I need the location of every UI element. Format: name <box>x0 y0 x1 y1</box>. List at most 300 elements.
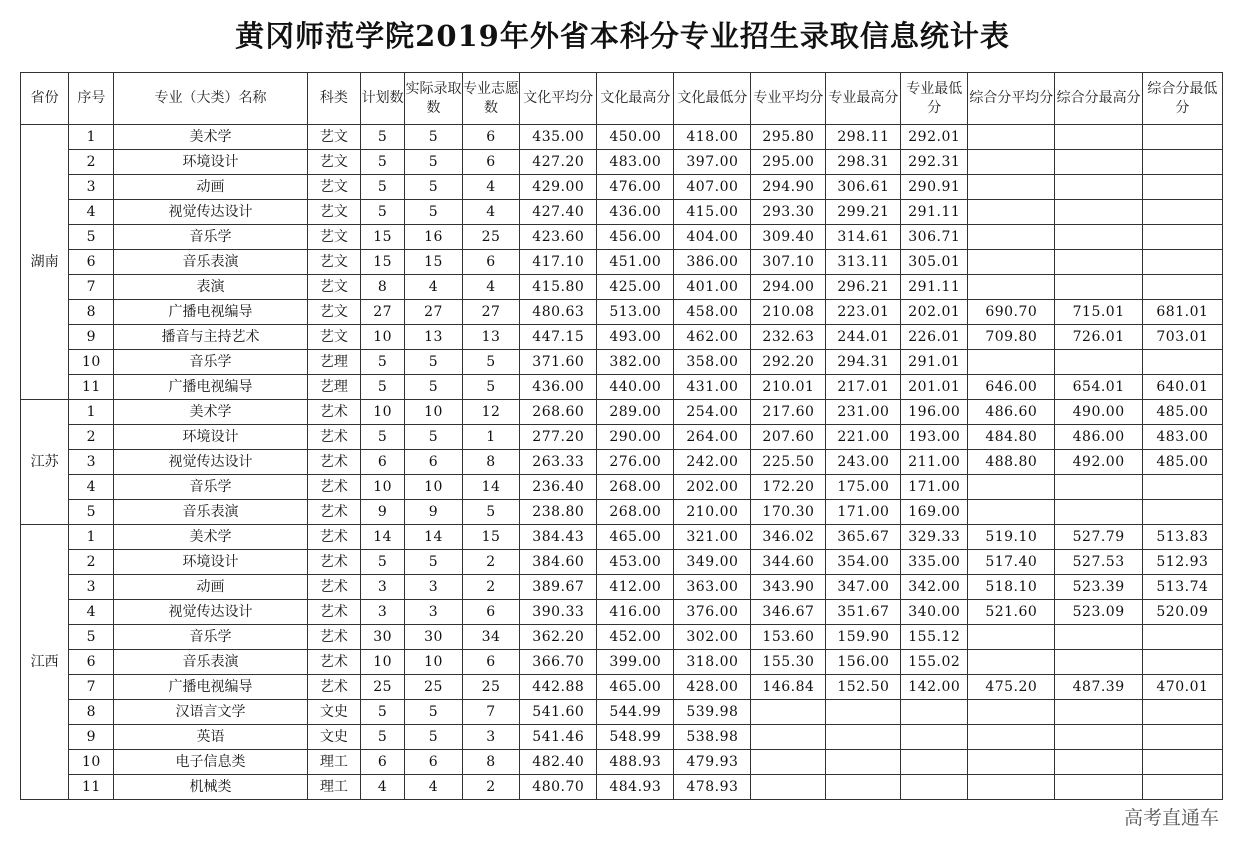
composite-max-cell <box>1055 500 1142 525</box>
culture-max-cell: 268.00 <box>597 475 674 500</box>
applicant-count-cell: 5 <box>462 375 520 400</box>
plan-count-cell: 5 <box>361 125 405 150</box>
applicant-count-cell: 12 <box>462 400 520 425</box>
seq-cell: 8 <box>69 300 114 325</box>
culture-min-cell: 428.00 <box>674 675 751 700</box>
composite-max-cell: 527.79 <box>1055 525 1142 550</box>
composite-min-cell <box>1142 350 1222 375</box>
culture-max-cell: 453.00 <box>597 550 674 575</box>
culture-max-cell: 548.99 <box>597 725 674 750</box>
major-avg-cell: 153.60 <box>751 625 826 650</box>
culture-max-cell: 436.00 <box>597 200 674 225</box>
composite-avg-cell <box>968 625 1055 650</box>
seq-cell: 5 <box>69 500 114 525</box>
category-cell: 艺术 <box>307 650 360 675</box>
culture-min-cell: 539.98 <box>674 700 751 725</box>
major-name-cell: 播音与主持艺术 <box>114 325 307 350</box>
composite-min-cell: 513.74 <box>1142 575 1222 600</box>
table-body <box>21 125 1223 800</box>
major-avg-cell: 346.67 <box>751 600 826 625</box>
table-row <box>21 475 1223 500</box>
composite-max-cell: 726.01 <box>1055 325 1142 350</box>
admitted-count-cell: 3 <box>405 575 463 600</box>
major-min-cell: 342.00 <box>901 575 968 600</box>
applicant-count-cell: 6 <box>462 125 520 150</box>
column-header: 综合分最高分 <box>1055 73 1142 125</box>
culture-max-cell: 276.00 <box>597 450 674 475</box>
major-name-cell: 动画 <box>114 175 307 200</box>
composite-max-cell: 490.00 <box>1055 400 1142 425</box>
culture-min-cell: 302.00 <box>674 625 751 650</box>
major-avg-cell: 232.63 <box>751 325 826 350</box>
major-name-cell: 表演 <box>114 275 307 300</box>
table-row <box>21 575 1223 600</box>
admitted-count-cell: 5 <box>405 200 463 225</box>
seq-cell: 4 <box>69 475 114 500</box>
seq-cell: 11 <box>69 375 114 400</box>
column-header: 专业最低分 <box>901 73 968 125</box>
culture-min-cell: 386.00 <box>674 250 751 275</box>
composite-min-cell <box>1142 750 1222 775</box>
composite-min-cell <box>1142 500 1222 525</box>
culture-max-cell: 456.00 <box>597 225 674 250</box>
composite-max-cell: 487.39 <box>1055 675 1142 700</box>
plan-count-cell: 5 <box>361 375 405 400</box>
composite-avg-cell <box>968 350 1055 375</box>
admitted-count-cell: 10 <box>405 650 463 675</box>
culture-max-cell: 290.00 <box>597 425 674 450</box>
seq-cell: 10 <box>69 750 114 775</box>
culture-avg-cell: 541.60 <box>520 700 597 725</box>
major-name-cell: 美术学 <box>114 125 307 150</box>
category-cell: 文史 <box>307 725 360 750</box>
culture-avg-cell: 362.20 <box>520 625 597 650</box>
category-cell: 艺术 <box>307 500 360 525</box>
composite-avg-cell: 690.70 <box>968 300 1055 325</box>
major-max-cell: 159.90 <box>826 625 901 650</box>
composite-min-cell <box>1142 225 1222 250</box>
header-row <box>21 73 1223 125</box>
admitted-count-cell: 25 <box>405 675 463 700</box>
column-header: 专业（大类）名称 <box>114 73 307 125</box>
major-name-cell: 视觉传达设计 <box>114 200 307 225</box>
major-avg-cell: 292.20 <box>751 350 826 375</box>
category-cell: 艺文 <box>307 250 360 275</box>
composite-avg-cell: 488.80 <box>968 450 1055 475</box>
major-avg-cell: 210.08 <box>751 300 826 325</box>
major-name-cell: 音乐学 <box>114 350 307 375</box>
plan-count-cell: 15 <box>361 225 405 250</box>
major-max-cell: 299.21 <box>826 200 901 225</box>
culture-min-cell: 242.00 <box>674 450 751 475</box>
plan-count-cell: 10 <box>361 325 405 350</box>
culture-min-cell: 478.93 <box>674 775 751 800</box>
admitted-count-cell: 5 <box>405 550 463 575</box>
composite-min-cell: 485.00 <box>1142 400 1222 425</box>
composite-avg-cell: 518.10 <box>968 575 1055 600</box>
culture-avg-cell: 427.20 <box>520 150 597 175</box>
admitted-count-cell: 13 <box>405 325 463 350</box>
major-name-cell: 音乐学 <box>114 225 307 250</box>
major-name-cell: 环境设计 <box>114 550 307 575</box>
major-avg-cell: 346.02 <box>751 525 826 550</box>
culture-min-cell: 358.00 <box>674 350 751 375</box>
plan-count-cell: 5 <box>361 550 405 575</box>
applicant-count-cell: 6 <box>462 150 520 175</box>
major-min-cell: 142.00 <box>901 675 968 700</box>
plan-count-cell: 6 <box>361 450 405 475</box>
seq-cell: 5 <box>69 225 114 250</box>
plan-count-cell: 5 <box>361 725 405 750</box>
category-cell: 艺术 <box>307 425 360 450</box>
culture-avg-cell: 423.60 <box>520 225 597 250</box>
table-row <box>21 425 1223 450</box>
major-min-cell: 155.12 <box>901 625 968 650</box>
culture-min-cell: 210.00 <box>674 500 751 525</box>
table-row <box>21 500 1223 525</box>
major-min-cell <box>901 725 968 750</box>
composite-min-cell <box>1142 650 1222 675</box>
composite-min-cell: 703.01 <box>1142 325 1222 350</box>
composite-avg-cell: 486.60 <box>968 400 1055 425</box>
category-cell: 艺术 <box>307 475 360 500</box>
composite-max-cell <box>1055 275 1142 300</box>
admitted-count-cell: 5 <box>405 150 463 175</box>
applicant-count-cell: 2 <box>462 775 520 800</box>
major-max-cell: 354.00 <box>826 550 901 575</box>
major-min-cell: 201.01 <box>901 375 968 400</box>
applicant-count-cell: 14 <box>462 475 520 500</box>
composite-max-cell <box>1055 725 1142 750</box>
major-avg-cell: 295.00 <box>751 150 826 175</box>
culture-max-cell: 412.00 <box>597 575 674 600</box>
table-row <box>21 725 1223 750</box>
major-max-cell: 296.21 <box>826 275 901 300</box>
composite-avg-cell: 475.20 <box>968 675 1055 700</box>
composite-max-cell <box>1055 175 1142 200</box>
major-name-cell: 机械类 <box>114 775 307 800</box>
major-max-cell: 351.67 <box>826 600 901 625</box>
admitted-count-cell: 5 <box>405 175 463 200</box>
culture-max-cell: 399.00 <box>597 650 674 675</box>
culture-min-cell: 376.00 <box>674 600 751 625</box>
major-avg-cell: 295.80 <box>751 125 826 150</box>
composite-avg-cell <box>968 200 1055 225</box>
culture-avg-cell: 384.43 <box>520 525 597 550</box>
composite-min-cell: 512.93 <box>1142 550 1222 575</box>
table-row <box>21 675 1223 700</box>
column-header: 综合分最低分 <box>1142 73 1222 125</box>
culture-min-cell: 264.00 <box>674 425 751 450</box>
plan-count-cell: 5 <box>361 200 405 225</box>
admitted-count-cell: 3 <box>405 600 463 625</box>
culture-min-cell: 418.00 <box>674 125 751 150</box>
composite-avg-cell <box>968 650 1055 675</box>
major-avg-cell: 210.01 <box>751 375 826 400</box>
composite-min-cell: 483.00 <box>1142 425 1222 450</box>
category-cell: 艺术 <box>307 600 360 625</box>
table-row <box>21 600 1223 625</box>
culture-max-cell: 440.00 <box>597 375 674 400</box>
culture-max-cell: 289.00 <box>597 400 674 425</box>
admitted-count-cell: 10 <box>405 475 463 500</box>
composite-min-cell <box>1142 625 1222 650</box>
composite-avg-cell: 709.80 <box>968 325 1055 350</box>
seq-cell: 7 <box>69 275 114 300</box>
table-row <box>21 375 1223 400</box>
culture-min-cell: 254.00 <box>674 400 751 425</box>
admitted-count-cell: 14 <box>405 525 463 550</box>
culture-max-cell: 484.93 <box>597 775 674 800</box>
culture-max-cell: 452.00 <box>597 625 674 650</box>
applicant-count-cell: 3 <box>462 725 520 750</box>
major-min-cell: 291.01 <box>901 350 968 375</box>
culture-avg-cell: 236.40 <box>520 475 597 500</box>
table-row <box>21 400 1223 425</box>
plan-count-cell: 5 <box>361 350 405 375</box>
culture-avg-cell: 277.20 <box>520 425 597 450</box>
culture-avg-cell: 417.10 <box>520 250 597 275</box>
plan-count-cell: 8 <box>361 275 405 300</box>
applicant-count-cell: 1 <box>462 425 520 450</box>
admitted-count-cell: 5 <box>405 125 463 150</box>
seq-cell: 4 <box>69 600 114 625</box>
major-max-cell: 294.31 <box>826 350 901 375</box>
culture-min-cell: 349.00 <box>674 550 751 575</box>
category-cell: 理工 <box>307 750 360 775</box>
major-min-cell: 292.01 <box>901 125 968 150</box>
culture-max-cell: 450.00 <box>597 125 674 150</box>
admitted-count-cell: 5 <box>405 700 463 725</box>
composite-max-cell: 492.00 <box>1055 450 1142 475</box>
column-header: 文化平均分 <box>520 73 597 125</box>
major-min-cell: 211.00 <box>901 450 968 475</box>
column-header: 专业平均分 <box>751 73 826 125</box>
plan-count-cell: 10 <box>361 475 405 500</box>
culture-avg-cell: 482.40 <box>520 750 597 775</box>
province-cell: 江西 <box>21 525 69 800</box>
major-min-cell: 305.01 <box>901 250 968 275</box>
plan-count-cell: 3 <box>361 600 405 625</box>
admitted-count-cell: 5 <box>405 350 463 375</box>
major-max-cell <box>826 775 901 800</box>
major-name-cell: 动画 <box>114 575 307 600</box>
column-header: 专业最高分 <box>826 73 901 125</box>
culture-min-cell: 431.00 <box>674 375 751 400</box>
culture-min-cell: 479.93 <box>674 750 751 775</box>
major-max-cell: 223.01 <box>826 300 901 325</box>
culture-min-cell: 462.00 <box>674 325 751 350</box>
composite-max-cell <box>1055 250 1142 275</box>
culture-max-cell: 382.00 <box>597 350 674 375</box>
category-cell: 艺术 <box>307 625 360 650</box>
major-avg-cell: 155.30 <box>751 650 826 675</box>
category-cell: 艺术 <box>307 450 360 475</box>
culture-avg-cell: 429.00 <box>520 175 597 200</box>
culture-avg-cell: 390.33 <box>520 600 597 625</box>
plan-count-cell: 5 <box>361 425 405 450</box>
category-cell: 艺术 <box>307 550 360 575</box>
culture-avg-cell: 263.33 <box>520 450 597 475</box>
major-avg-cell: 225.50 <box>751 450 826 475</box>
column-header: 专业志愿数 <box>462 73 520 125</box>
category-cell: 艺文 <box>307 150 360 175</box>
major-avg-cell: 309.40 <box>751 225 826 250</box>
admitted-count-cell: 16 <box>405 225 463 250</box>
composite-avg-cell: 646.00 <box>968 375 1055 400</box>
province-cell: 江苏 <box>21 400 69 525</box>
major-name-cell: 视觉传达设计 <box>114 600 307 625</box>
applicant-count-cell: 8 <box>462 750 520 775</box>
major-min-cell: 202.01 <box>901 300 968 325</box>
culture-avg-cell: 268.60 <box>520 400 597 425</box>
composite-min-cell: 470.01 <box>1142 675 1222 700</box>
seq-cell: 2 <box>69 425 114 450</box>
culture-avg-cell: 435.00 <box>520 125 597 150</box>
major-max-cell: 298.31 <box>826 150 901 175</box>
composite-avg-cell <box>968 750 1055 775</box>
composite-max-cell: 527.53 <box>1055 550 1142 575</box>
seq-cell: 8 <box>69 700 114 725</box>
composite-avg-cell <box>968 775 1055 800</box>
composite-max-cell: 654.01 <box>1055 375 1142 400</box>
culture-avg-cell: 371.60 <box>520 350 597 375</box>
major-min-cell: 329.33 <box>901 525 968 550</box>
major-min-cell: 335.00 <box>901 550 968 575</box>
applicant-count-cell: 15 <box>462 525 520 550</box>
admitted-count-cell: 9 <box>405 500 463 525</box>
table-row <box>21 550 1223 575</box>
major-max-cell: 313.11 <box>826 250 901 275</box>
table-row <box>21 300 1223 325</box>
applicant-count-cell: 13 <box>462 325 520 350</box>
plan-count-cell: 30 <box>361 625 405 650</box>
category-cell: 艺文 <box>307 275 360 300</box>
table-row <box>21 125 1223 150</box>
table-row <box>21 625 1223 650</box>
culture-max-cell: 513.00 <box>597 300 674 325</box>
category-cell: 艺文 <box>307 125 360 150</box>
admitted-count-cell: 5 <box>405 425 463 450</box>
composite-max-cell: 523.09 <box>1055 600 1142 625</box>
composite-min-cell <box>1142 175 1222 200</box>
category-cell: 艺术 <box>307 575 360 600</box>
major-avg-cell: 146.84 <box>751 675 826 700</box>
culture-min-cell: 397.00 <box>674 150 751 175</box>
major-max-cell: 152.50 <box>826 675 901 700</box>
culture-max-cell: 544.99 <box>597 700 674 725</box>
table-row <box>21 350 1223 375</box>
plan-count-cell: 14 <box>361 525 405 550</box>
category-cell: 艺文 <box>307 225 360 250</box>
composite-min-cell <box>1142 725 1222 750</box>
culture-avg-cell: 447.15 <box>520 325 597 350</box>
culture-max-cell: 493.00 <box>597 325 674 350</box>
culture-max-cell: 483.00 <box>597 150 674 175</box>
culture-max-cell: 465.00 <box>597 525 674 550</box>
composite-min-cell <box>1142 250 1222 275</box>
major-name-cell: 美术学 <box>114 525 307 550</box>
culture-min-cell: 415.00 <box>674 200 751 225</box>
table-row <box>21 175 1223 200</box>
table-row <box>21 450 1223 475</box>
major-min-cell <box>901 775 968 800</box>
culture-avg-cell: 415.80 <box>520 275 597 300</box>
culture-avg-cell: 480.70 <box>520 775 597 800</box>
major-name-cell: 音乐表演 <box>114 650 307 675</box>
culture-max-cell: 488.93 <box>597 750 674 775</box>
culture-max-cell: 465.00 <box>597 675 674 700</box>
major-name-cell: 英语 <box>114 725 307 750</box>
admitted-count-cell: 27 <box>405 300 463 325</box>
major-avg-cell: 172.20 <box>751 475 826 500</box>
culture-avg-cell: 389.67 <box>520 575 597 600</box>
seq-cell: 2 <box>69 150 114 175</box>
seq-cell: 4 <box>69 200 114 225</box>
major-min-cell: 196.00 <box>901 400 968 425</box>
major-min-cell: 306.71 <box>901 225 968 250</box>
culture-avg-cell: 427.40 <box>520 200 597 225</box>
culture-avg-cell: 366.70 <box>520 650 597 675</box>
culture-max-cell: 476.00 <box>597 175 674 200</box>
province-cell: 湖南 <box>21 125 69 400</box>
culture-min-cell: 318.00 <box>674 650 751 675</box>
table-row <box>21 200 1223 225</box>
composite-max-cell <box>1055 650 1142 675</box>
culture-max-cell: 425.00 <box>597 275 674 300</box>
major-name-cell: 电子信息类 <box>114 750 307 775</box>
composite-max-cell: 486.00 <box>1055 425 1142 450</box>
composite-min-cell <box>1142 125 1222 150</box>
major-min-cell: 226.01 <box>901 325 968 350</box>
plan-count-cell: 10 <box>361 650 405 675</box>
culture-min-cell: 202.00 <box>674 475 751 500</box>
admitted-count-cell: 5 <box>405 725 463 750</box>
plan-count-cell: 25 <box>361 675 405 700</box>
major-max-cell: 171.00 <box>826 500 901 525</box>
composite-max-cell: 523.39 <box>1055 575 1142 600</box>
applicant-count-cell: 4 <box>462 175 520 200</box>
category-cell: 艺理 <box>307 350 360 375</box>
major-avg-cell <box>751 750 826 775</box>
composite-min-cell <box>1142 475 1222 500</box>
category-cell: 文史 <box>307 700 360 725</box>
major-max-cell: 298.11 <box>826 125 901 150</box>
admitted-count-cell: 5 <box>405 375 463 400</box>
culture-avg-cell: 384.60 <box>520 550 597 575</box>
composite-max-cell <box>1055 200 1142 225</box>
composite-avg-cell: 484.80 <box>968 425 1055 450</box>
seq-cell: 1 <box>69 400 114 425</box>
composite-avg-cell: 521.60 <box>968 600 1055 625</box>
column-header: 计划数 <box>361 73 405 125</box>
composite-avg-cell <box>968 275 1055 300</box>
major-name-cell: 广播电视编导 <box>114 675 307 700</box>
applicant-count-cell: 4 <box>462 275 520 300</box>
composite-min-cell <box>1142 275 1222 300</box>
culture-min-cell: 321.00 <box>674 525 751 550</box>
applicant-count-cell: 5 <box>462 500 520 525</box>
composite-max-cell <box>1055 700 1142 725</box>
major-max-cell: 365.67 <box>826 525 901 550</box>
watermark: 高考直通车 <box>1123 807 1219 829</box>
composite-min-cell: 640.01 <box>1142 375 1222 400</box>
composite-min-cell <box>1142 775 1222 800</box>
culture-avg-cell: 238.80 <box>520 500 597 525</box>
applicant-count-cell: 7 <box>462 700 520 725</box>
major-name-cell: 音乐表演 <box>114 500 307 525</box>
plan-count-cell: 5 <box>361 175 405 200</box>
